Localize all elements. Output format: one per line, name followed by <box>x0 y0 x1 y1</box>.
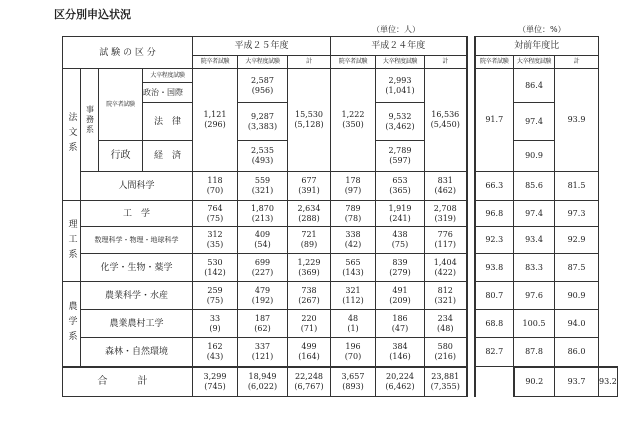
row-keizai-h25-dai: 2,535 (493) <box>238 141 288 172</box>
row-nouson-h24-dai: 186 (47) <box>376 310 425 338</box>
row-kougaku-h24-kei: 2,708 (319) <box>425 201 467 227</box>
row-kougaku-h24-in: 789 (78) <box>331 201 376 227</box>
row-kougaku-h24-dai: 1,919 (241) <box>376 201 425 227</box>
row-nougyou-h25-dai: 479 (192) <box>238 282 288 310</box>
row-nougyou-ratio-kei: 90.9 <box>555 282 599 310</box>
row-kougaku-ratio-in: 96.8 <box>475 201 514 227</box>
row-nouson-h24-kei: 234 (48) <box>425 310 467 338</box>
row-label-kougaku: 工 学 <box>81 201 193 227</box>
row-seiji-h24-dai: 2,993 (1,041) <box>376 69 425 103</box>
row-label-nouson: 農業農村工学 <box>81 310 193 338</box>
row-nouson-h25-dai: 187 (62) <box>238 310 288 338</box>
group-rikou: 理工系 <box>63 201 81 282</box>
row-ningen-ratio-dai: 85.6 <box>514 172 555 201</box>
total-ratio-kei: 93.2 <box>599 367 618 397</box>
total-h25-kei: 22,248 (6,767) <box>288 367 331 397</box>
unit-label-people: （単位：人） <box>372 25 420 34</box>
row-kagaku-h25-kei: 1,229 (369) <box>288 254 331 282</box>
row-kagaku-h24-in: 565 (143) <box>331 254 376 282</box>
row-kagaku-h24-dai: 839 (279) <box>376 254 425 282</box>
page-title: 区分別申込状況 <box>54 8 131 21</box>
row-nougyou-h25-kei: 738 (267) <box>288 282 331 310</box>
row-suuri-h24-in: 338 (42) <box>331 227 376 254</box>
total-h24-in: 3,657 (893) <box>331 367 376 397</box>
total-ratio-dai: 93.7 <box>555 367 599 397</box>
row-seiji-h25-dai: 2,587 (956) <box>238 69 288 103</box>
row-nouson-h25-in: 33 (9) <box>193 310 238 338</box>
row-shinrin-h25-in: 162 (43) <box>193 338 238 367</box>
row-ningen-h24-kei: 831 (462) <box>425 172 467 201</box>
row-ningen-h24-in: 178 (97) <box>331 172 376 201</box>
h24-sub-kei: 計 <box>425 56 467 69</box>
h25-sub-kei: 計 <box>288 56 331 69</box>
jimu-sub-in: 院卒者試験 <box>99 69 143 141</box>
gyosei-h25-kei: 15,530 (5,128) <box>288 69 331 172</box>
row-kagaku-h25-dai: 699 (227) <box>238 254 288 282</box>
row-nouson-ratio-dai: 100.5 <box>514 310 555 338</box>
row-nougyou-h24-in: 321 (112) <box>331 282 376 310</box>
gyosei-h25-in: 1,121 (296) <box>193 69 238 172</box>
group-nou: 農学系 <box>63 282 81 367</box>
ratio-sub-kei: 計 <box>555 56 599 69</box>
ratio-sub-dai: 大卒程度試験 <box>514 56 555 69</box>
row-kougaku-h25-dai: 1,870 (213) <box>238 201 288 227</box>
row-kagaku-ratio-in: 93.8 <box>475 254 514 282</box>
column-gap <box>475 367 514 397</box>
row-nougyou-h24-kei: 812 (321) <box>425 282 467 310</box>
header-h25: 平成２５年度 <box>193 37 331 56</box>
gyosei-ratio-kei: 93.9 <box>555 69 599 172</box>
gyosei-h24-kei: 16,536 (5,450) <box>425 69 467 172</box>
column-gap <box>467 37 475 69</box>
header-h24: 平成２４年度 <box>331 37 467 56</box>
row-kagaku-h24-kei: 1,404 (422) <box>425 254 467 282</box>
row-kagaku-ratio-dai: 83.3 <box>514 254 555 282</box>
row-suuri-ratio-dai: 93.4 <box>514 227 555 254</box>
row-suuri-h25-in: 312 (35) <box>193 227 238 254</box>
row-nougyou-ratio-in: 80.7 <box>475 282 514 310</box>
column-gap <box>467 69 475 397</box>
jimu-sub-dai: 大卒程度試験 <box>143 69 193 83</box>
row-label-keizai: 経 済 <box>143 141 193 172</box>
row-kougaku-h25-in: 764 (75) <box>193 201 238 227</box>
row-ningen-h25-kei: 677 (391) <box>288 172 331 201</box>
row-shinrin-h25-kei: 499 (164) <box>288 338 331 367</box>
row-kagaku-h25-in: 530 (142) <box>193 254 238 282</box>
gyosei-ratio-in: 91.7 <box>475 69 514 172</box>
row-nouson-ratio-kei: 94.0 <box>555 310 599 338</box>
row-ningen-ratio-kei: 81.5 <box>555 172 599 201</box>
row-label-ningen: 人間科学 <box>81 172 193 201</box>
row-kougaku-ratio-kei: 97.3 <box>555 201 599 227</box>
row-keizai-ratio-dai: 90.9 <box>514 141 555 172</box>
h25-sub-in: 院卒者試験 <box>193 56 238 69</box>
row-suuri-ratio-in: 92.3 <box>475 227 514 254</box>
h25-sub-dai: 大卒程度試験 <box>238 56 288 69</box>
row-shinrin-h25-dai: 337 (121) <box>238 338 288 367</box>
row-ningen-h25-in: 118 (70) <box>193 172 238 201</box>
row-label-nougyou: 農業科学・水産 <box>81 282 193 310</box>
row-seiji-ratio-dai: 86.4 <box>514 69 555 103</box>
group-hobun: 法文系 <box>63 69 81 201</box>
ratio-sub-in: 院卒者試験 <box>475 56 514 69</box>
row-kougaku-h25-kei: 2,634 (288) <box>288 201 331 227</box>
row-houritsu-ratio-dai: 97.4 <box>514 103 555 141</box>
row-kougaku-ratio-dai: 97.4 <box>514 201 555 227</box>
row-shinrin-h24-kei: 580 (216) <box>425 338 467 367</box>
row-label-suuri: 数理科学・物理・地球科学 <box>81 227 193 254</box>
row-keizai-h24-dai: 2,789 (597) <box>376 141 425 172</box>
total-label: 合 計 <box>63 367 193 397</box>
total-h24-dai: 20,224 (6,462) <box>376 367 425 397</box>
row-nougyou-ratio-dai: 97.6 <box>514 282 555 310</box>
row-label-kagaku: 化学・生物・薬学 <box>81 254 193 282</box>
row-suuri-h25-dai: 409 (54) <box>238 227 288 254</box>
total-h24-kei: 23,881 (7,355) <box>425 367 467 397</box>
group-gyosei: 行政 <box>99 141 143 172</box>
unit-label-percent: （単位：%） <box>518 25 566 34</box>
header-category: 試 験 の 区 分 <box>63 37 193 69</box>
row-houritsu-h24-dai: 9,532 (3,462) <box>376 103 425 141</box>
row-suuri-h24-kei: 776 (117) <box>425 227 467 254</box>
row-shinrin-ratio-kei: 86.0 <box>555 338 599 367</box>
row-shinrin-ratio-in: 82.7 <box>475 338 514 367</box>
row-nouson-h25-kei: 220 (71) <box>288 310 331 338</box>
row-shinrin-ratio-dai: 87.8 <box>514 338 555 367</box>
row-suuri-h25-kei: 721 (89) <box>288 227 331 254</box>
h24-sub-dai: 大卒程度試験 <box>376 56 425 69</box>
header-ratio: 対前年度比 <box>475 37 599 56</box>
row-label-seiji: 政治・国際 <box>143 83 193 103</box>
row-kagaku-ratio-kei: 87.5 <box>555 254 599 282</box>
row-label-shinrin: 森林・自然環境 <box>81 338 193 367</box>
row-nouson-h24-in: 48 (1) <box>331 310 376 338</box>
row-suuri-ratio-kei: 92.9 <box>555 227 599 254</box>
application-table <box>62 36 618 397</box>
group-jimu: 事務系 <box>81 69 99 172</box>
total-ratio-in: 90.2 <box>514 367 555 397</box>
row-nouson-ratio-in: 68.8 <box>475 310 514 338</box>
h24-sub-in: 院卒者試験 <box>331 56 376 69</box>
row-houritsu-h25-dai: 9,287 (3,383) <box>238 103 288 141</box>
gyosei-h24-in: 1,222 (350) <box>331 69 376 172</box>
row-ningen-ratio-in: 66.3 <box>475 172 514 201</box>
row-ningen-h24-dai: 653 (365) <box>376 172 425 201</box>
row-ningen-h25-dai: 559 (321) <box>238 172 288 201</box>
row-nougyou-h24-dai: 491 (209) <box>376 282 425 310</box>
row-suuri-h24-dai: 438 (75) <box>376 227 425 254</box>
row-label-houritsu: 法 律 <box>143 103 193 141</box>
total-h25-dai: 18,949 (6,022) <box>238 367 288 397</box>
total-h25-in: 3,299 (745) <box>193 367 238 397</box>
row-shinrin-h24-dai: 384 (146) <box>376 338 425 367</box>
row-nougyou-h25-in: 259 (75) <box>193 282 238 310</box>
row-shinrin-h24-in: 196 (70) <box>331 338 376 367</box>
